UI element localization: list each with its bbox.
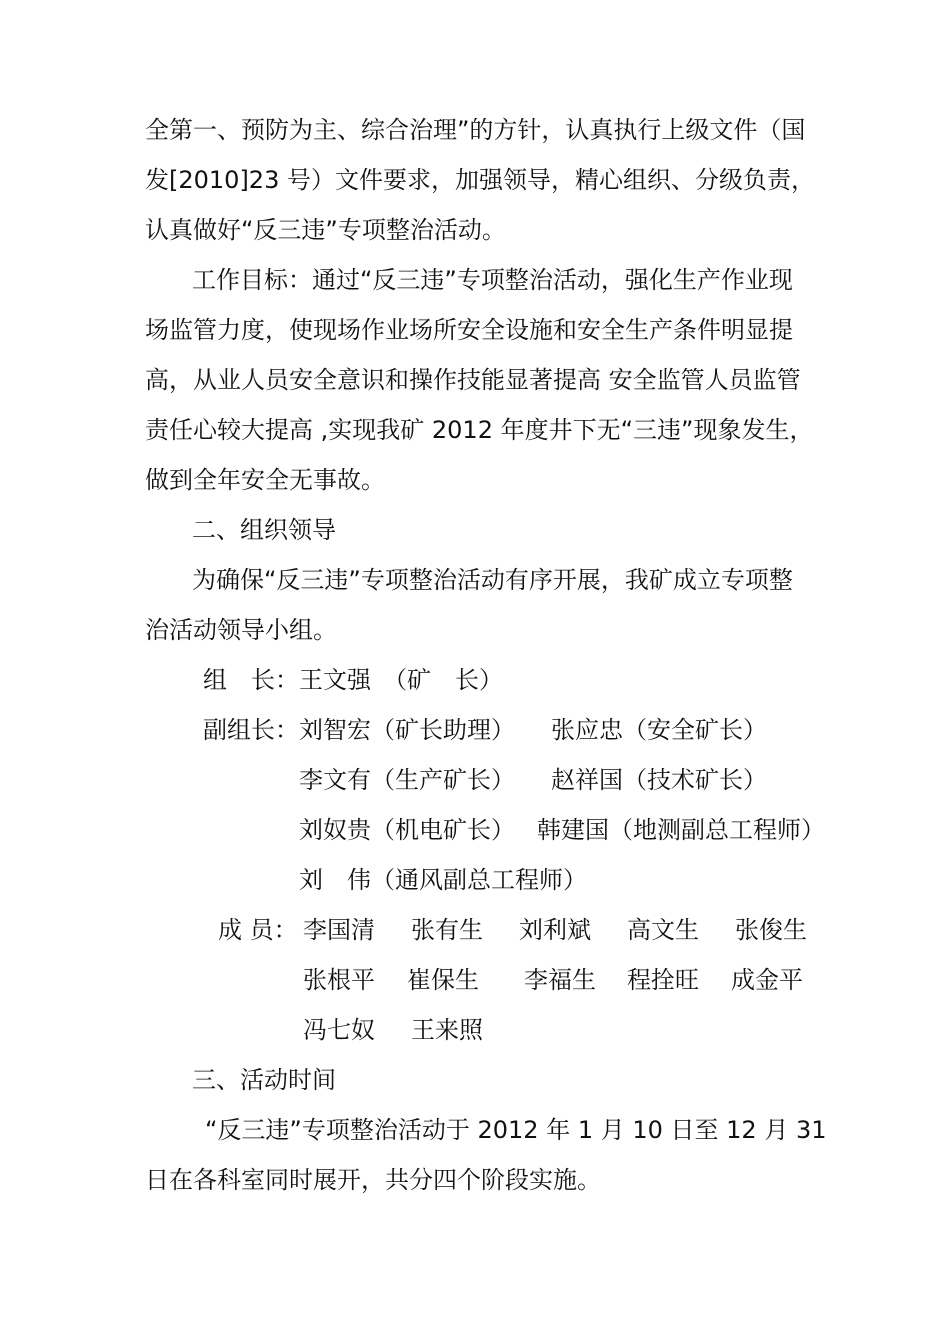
goal-line: 高，从业人员安全意识和操作技能显著提高 安全监管人员监管	[145, 366, 801, 394]
goal-line: 场监管力度，使现场作业场所安全设施和安全生产条件明显提	[145, 316, 793, 344]
leader-label: 组 长：	[203, 666, 299, 694]
member-name: 成金平	[731, 966, 803, 994]
paragraph-line: 为确保“反三违”专项整治活动有序开展，我矿成立专项整	[192, 566, 793, 594]
goal-line: 工作目标：通过“反三违”专项整治活动，强化生产作业现	[192, 266, 793, 294]
deputy-entry: 李文有（生产矿长）	[299, 766, 515, 794]
deputy-entry: 韩建国（地测副总工程师）	[537, 816, 825, 844]
member-name: 李国清	[303, 916, 375, 944]
member-name: 程拴旺	[627, 966, 699, 994]
member-name: 崔保生	[407, 966, 479, 994]
deputies-label: 副组长：	[203, 716, 299, 744]
section-heading: 二、组织领导	[192, 516, 336, 544]
goal-line: 做到全年安全无事故。	[145, 466, 385, 494]
deputy-entry: 刘奴贵（机电矿长）	[299, 816, 515, 844]
deputy-entry: 刘智宏（矿长助理）	[299, 716, 515, 744]
member-name: 张有生	[411, 916, 483, 944]
member-name: 冯七奴	[303, 1016, 375, 1044]
deputy-entry: 张应忠（安全矿长）	[551, 716, 767, 744]
intro-line: 全第一、预防为主、综合治理”的方针，认真执行上级文件（国	[145, 116, 806, 144]
intro-line: 发[2010]23 号）文件要求，加强领导，精心组织、分级负责，	[145, 166, 815, 194]
member-name: 张俊生	[735, 916, 807, 944]
leader-name: 王文强 （矿 长）	[299, 666, 503, 694]
deputy-entry: 赵祥国（技术矿长）	[551, 766, 767, 794]
paragraph-line: “反三违”专项整治活动于 2012 年 1 月 10 日至 12 月 31	[205, 1116, 827, 1144]
member-name: 刘利斌	[519, 916, 591, 944]
member-name: 高文生	[627, 916, 699, 944]
members-label: 成 员：	[218, 916, 298, 944]
member-name: 王来照	[411, 1016, 483, 1044]
paragraph-line: 治活动领导小组。	[145, 616, 337, 644]
member-name: 李福生	[524, 966, 596, 994]
member-name: 张根平	[303, 966, 375, 994]
paragraph-line: 日在各科室同时展开，共分四个阶段实施。	[145, 1166, 601, 1194]
intro-line: 认真做好“反三违”专项整治活动。	[145, 216, 506, 244]
section-heading: 三、活动时间	[192, 1066, 336, 1094]
deputy-entry: 刘 伟（通风副总工程师）	[299, 866, 587, 894]
goal-line: 责任心较大提高 ,实现我矿 2012 年度井下无“三违”现象发生，	[145, 416, 814, 444]
